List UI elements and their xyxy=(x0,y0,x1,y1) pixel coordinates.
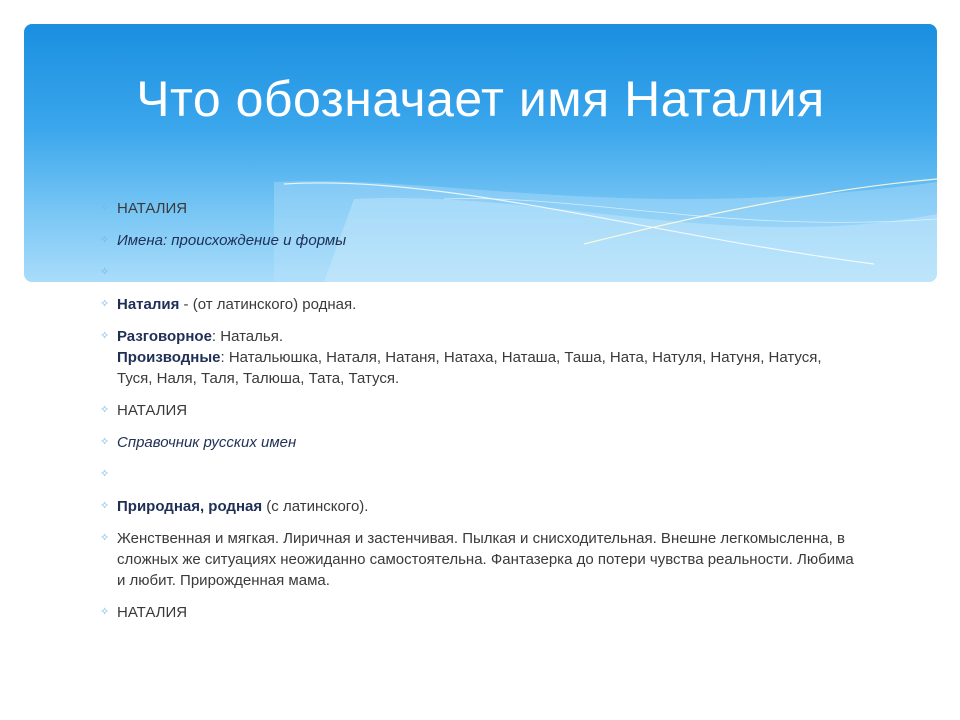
star-bullet-icon: ✧ xyxy=(100,202,110,214)
bullet-list xyxy=(100,198,860,634)
star-bullet-icon: ✧ xyxy=(100,500,110,512)
list-item xyxy=(100,400,860,421)
item-bold: Производные xyxy=(117,349,221,366)
star-bullet-icon: ✧ xyxy=(100,468,110,480)
star-bullet-icon: ✧ xyxy=(100,532,110,544)
list-item xyxy=(100,602,860,623)
star-bullet-icon: ✧ xyxy=(100,436,110,448)
item-text: Женственная и мягкая. Лиричная и застенчивая. Пылкая и снисходительная. Внешне легкомысленна, в сложных же ситуациях неожиданно самостоятельна. Фантазерка до потери чувства реальности. Любима и любит. Прирожденная мама. xyxy=(117,530,854,589)
item-text: НАТАЛИЯ xyxy=(117,604,188,621)
item-bold: Природная, родная xyxy=(117,498,263,515)
list-item xyxy=(100,262,860,283)
star-bullet-icon: ✧ xyxy=(100,404,110,416)
list-item xyxy=(100,528,860,591)
star-bullet-icon: ✧ xyxy=(100,330,110,342)
star-bullet-icon: ✧ xyxy=(100,266,110,278)
list-item xyxy=(100,464,860,485)
list-item xyxy=(100,326,860,389)
item-text: НАТАЛИЯ xyxy=(117,200,188,217)
list-item xyxy=(100,294,860,315)
list-item xyxy=(100,496,860,517)
item-bold: Разговорное xyxy=(117,328,212,345)
list-item xyxy=(100,432,860,453)
slide-title: Что обозначает имя Наталия xyxy=(136,71,825,127)
item-text: : Наталья. xyxy=(211,328,284,345)
item-text: - (от латинского) родная. xyxy=(179,296,357,313)
list-item xyxy=(100,230,860,251)
star-bullet-icon: ✧ xyxy=(100,234,110,246)
item-bold: Наталия xyxy=(117,296,180,313)
item-text: : Натальюшка, Наталя, Натаня, Натаха, Наташа, Таша, Ната, Натуля, Натуня, Натуся, Туся, Наля, Таля, Талюша, Тата, Татуся. xyxy=(117,349,822,387)
list-item xyxy=(100,198,860,219)
star-bullet-icon: ✧ xyxy=(100,298,110,310)
star-bullet-icon: ✧ xyxy=(100,606,110,618)
item-text: НАТАЛИЯ xyxy=(117,402,188,419)
item-text: Имена: происхождение и формы xyxy=(117,232,347,249)
item-text: Справочник русских имен xyxy=(117,434,297,451)
item-text: (с латинского). xyxy=(262,498,369,515)
